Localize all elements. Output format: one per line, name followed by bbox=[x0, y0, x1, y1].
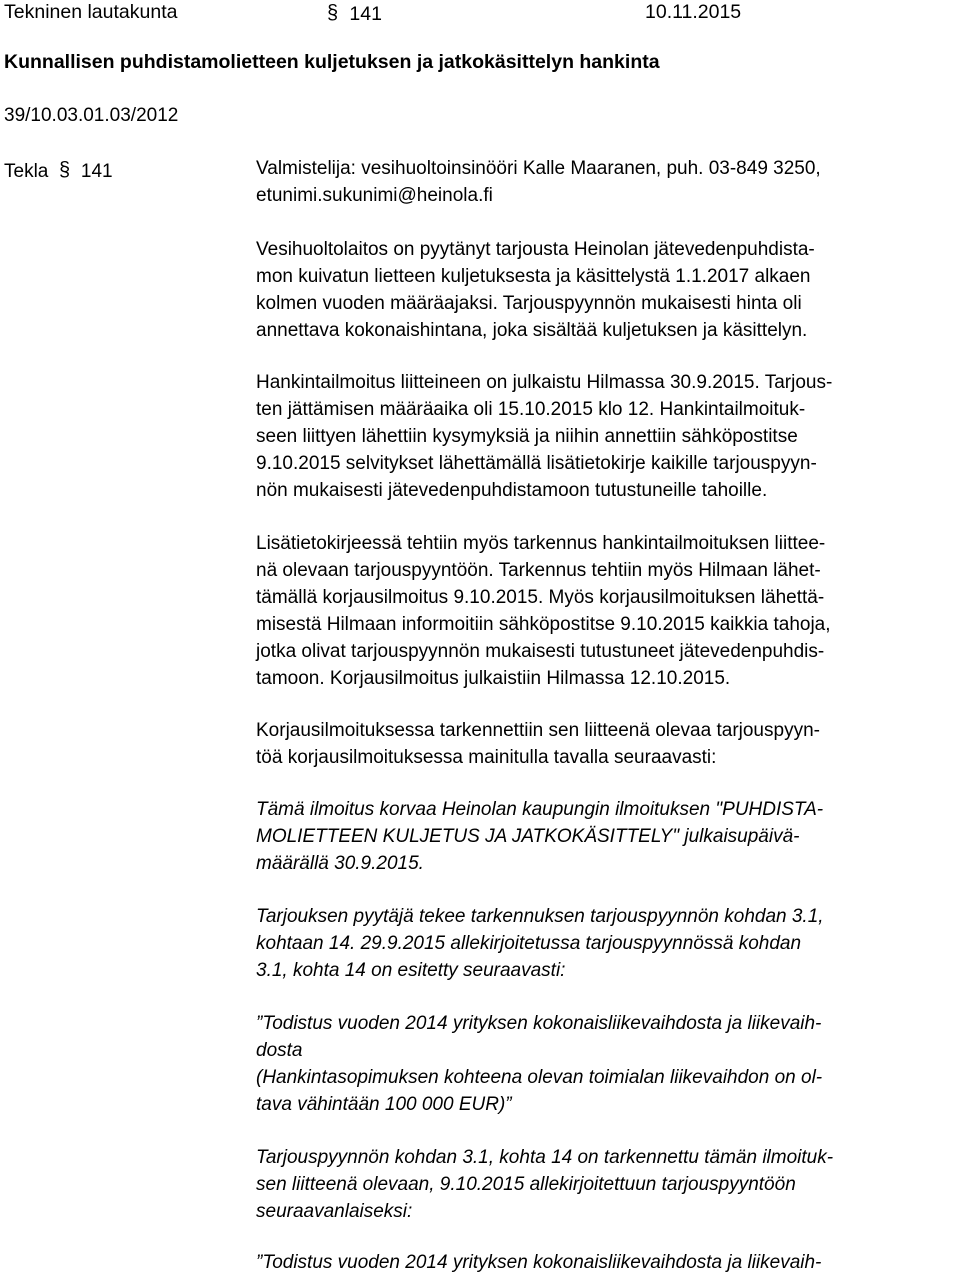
reference-number: 39/10.03.01.03/2012 bbox=[4, 105, 179, 126]
text-line: ”Todistus vuoden 2014 yrityksen kokonaisliikevaihdosta ja liikevaih- bbox=[256, 1252, 822, 1273]
text-line: Lisätietokirjeessä tehtiin myös tarkennus hankintailmoituksen liittee- bbox=[256, 533, 826, 554]
text-line: Tämä ilmoitus korvaa Heinolan kaupungin ilmoituksen "PUHDISTA- bbox=[256, 799, 824, 820]
text-line: dosta bbox=[256, 1040, 303, 1061]
header-date: 10.11.2015 bbox=[645, 1, 742, 23]
section-sign-icon bbox=[326, 0, 340, 24]
text-line: seuraavanlaiseksi: bbox=[256, 1201, 413, 1222]
section-sign-icon bbox=[58, 157, 72, 181]
header-section bbox=[322, 0, 382, 26]
quote-notice bbox=[256, 796, 956, 877]
text-line: kohtaan 14. 29.9.2015 allekirjoitetussa tarjouspyynnössä kohdan bbox=[256, 933, 802, 954]
svg-text:§: § bbox=[58, 159, 70, 181]
text-line: jotka olivat tarjouspyynnön mukaisesti tutustuneet jätevedenpuhdis- bbox=[256, 641, 825, 662]
preparer-line: Valmistelija: vesihuoltoinsinööri Kalle Maaranen, puh. 03-849 3250, bbox=[256, 158, 821, 179]
text-line: ten jättämisen määräaika oli 15.10.2015 klo 12. Hankintailmoituk- bbox=[256, 399, 806, 420]
text-line: Korjausilmoituksessa tarkennettiin sen liitteenä olevaa tarjouspyyn- bbox=[256, 720, 820, 741]
item-label bbox=[4, 157, 113, 184]
quote-original-requirement bbox=[256, 1010, 956, 1118]
paragraph-request bbox=[256, 236, 956, 344]
item-number: 141 bbox=[80, 161, 113, 182]
text-line: töä korjausilmoituksessa mainitulla tavalla seuraavasti: bbox=[256, 747, 717, 768]
text-line: tamoon. Korjausilmoitus julkaistiin Hilmassa 12.10.2015. bbox=[256, 668, 731, 689]
quote-clarification bbox=[256, 903, 956, 984]
preparer-info bbox=[256, 155, 956, 209]
text-line: Tarjouspyynnön kohdan 3.1, kohta 14 on tarkennettu tämän ilmoituk- bbox=[256, 1147, 834, 1168]
document-title: Kunnallisen puhdistamolietteen kuljetuksen ja jatkokäsittelyn hankinta bbox=[4, 51, 660, 73]
text-line: nä olevaan tarjouspyyntöön. Tarkennus tehtiin myös Hilmaan lähet- bbox=[256, 560, 821, 581]
svg-text:§: § bbox=[327, 2, 339, 24]
text-line: nön mukaisesti jätevedenpuhdistamoon tutustuneille tahoille. bbox=[256, 480, 768, 501]
text-line: misestä Hilmaan informoitiin sähköpostitse 9.10.2015 kaikkia tahoja, bbox=[256, 614, 831, 635]
item-label-text: Tekla bbox=[4, 161, 49, 182]
text-line: (Hankintasopimuksen kohteena olevan toimialan liikevaihdon on ol- bbox=[256, 1067, 823, 1088]
text-line: Vesihuoltolaitos on pyytänyt tarjousta Heinolan jätevedenpuhdista- bbox=[256, 239, 815, 260]
paragraph-publication bbox=[256, 369, 956, 504]
text-line: kolmen vuoden määräajaksi. Tarjouspyynnön mukaisesti hinta oli bbox=[256, 293, 802, 314]
text-line: tämällä korjausilmoitus 9.10.2015. Myös korjausilmoituksen lähettä- bbox=[256, 587, 825, 608]
text-line: Tarjouksen pyytäjä tekee tarkennuksen tarjouspyynnön kohdan 3.1, bbox=[256, 906, 824, 927]
quote-clarified-point bbox=[256, 1144, 956, 1225]
text-line: Hankintailmoitus liitteineen on julkaistu Hilmassa 30.9.2015. Tarjous- bbox=[256, 372, 833, 393]
text-line: määrällä 30.9.2015. bbox=[256, 853, 424, 874]
text-line: ”Todistus vuoden 2014 yrityksen kokonaisliikevaihdosta ja liikevaih- bbox=[256, 1013, 822, 1034]
quote-new-requirement bbox=[256, 1249, 956, 1276]
paragraph-correction-intro bbox=[256, 717, 956, 771]
header-org: Tekninen lautakunta bbox=[4, 1, 178, 23]
header-section-number: 141 bbox=[349, 3, 382, 25]
paragraph-clarification bbox=[256, 530, 956, 692]
text-line: mon kuivatun lietteen kuljetuksesta ja käsittelystä 1.1.2017 alkaen bbox=[256, 266, 811, 287]
text-line: annettava kokonaishintana, joka sisältää kuljetuksen ja käsittelyn. bbox=[256, 320, 808, 341]
text-line: tava vähintään 100 000 EUR)” bbox=[256, 1094, 512, 1115]
text-line: MOLIETTEEN KULJETUS JA JATKOKÄSITTELY" julkaisupäivä- bbox=[256, 826, 800, 847]
preparer-line: etunimi.sukunimi@heinola.fi bbox=[256, 185, 493, 206]
text-line: 3.1, kohta 14 on esitetty seuraavasti: bbox=[256, 960, 566, 981]
text-line: 9.10.2015 selvitykset lähettämällä lisätietokirje kaikille tarjouspyyn- bbox=[256, 453, 817, 474]
text-line: sen liitteenä olevaan, 9.10.2015 allekirjoitettuun tarjouspyyntöön bbox=[256, 1174, 796, 1195]
text-line: seen liittyen lähettiin kysymyksiä ja niihin annettiin sähköpostitse bbox=[256, 426, 798, 447]
